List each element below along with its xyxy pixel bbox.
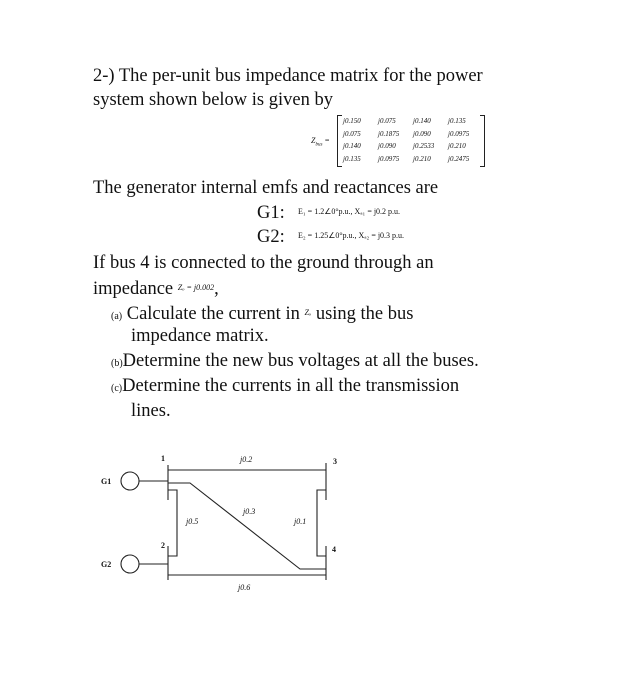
matrix-cell: j0.075: [378, 117, 396, 126]
matrix-cell: j0.1875: [378, 129, 400, 138]
matrix-cell: j0.090: [413, 129, 431, 138]
matrix-cell: j0.075: [343, 129, 361, 138]
item-c-line2: lines.: [131, 401, 171, 421]
line14-impedance: j0.3: [243, 507, 256, 516]
line-3-4: [317, 490, 326, 556]
line34-impedance: j0.1: [294, 517, 307, 526]
matrix-cell: j0.0975: [378, 154, 400, 163]
line-1-4: [168, 483, 326, 569]
matrix-cell: j0.2533: [413, 142, 435, 151]
gen1-label: G1: [101, 477, 112, 486]
emf-intro: The generator internal emfs and reactances are: [93, 178, 439, 198]
fault-line1: If bus 4 is connected to the ground through an: [93, 253, 434, 273]
fault-impedance: Zₒ = j0.002: [177, 283, 215, 292]
matrix-cell: j0.135: [448, 117, 466, 126]
item-b: (b)Determine the new bus voltages at all the buses.: [111, 351, 479, 371]
gen2-label: G2: [101, 560, 112, 569]
matrix-cell: j0.140: [343, 142, 361, 151]
bus1-label: 1: [161, 454, 165, 463]
matrix-cell: j0.150: [343, 117, 361, 126]
bus4-label: 4: [332, 545, 336, 554]
g2-values: E₂ = 1.25∠0°p.u., Xₐ₂ = j0.3 p.u.: [298, 231, 405, 240]
problem-title-line1: 2-) The per-unit bus impedance matrix for the power: [93, 66, 483, 86]
bus3-label: 3: [333, 457, 337, 466]
zbus-label: $Z_{bus}$ =: [311, 136, 330, 148]
matrix-cell: j0.0975: [448, 129, 470, 138]
bus2-label: 2: [161, 541, 165, 550]
line13-impedance: j0.2: [240, 455, 253, 464]
item-a-zf: Zₒ: [304, 308, 312, 317]
problem-title-line2: system shown below is given by: [93, 90, 333, 110]
item-b-tag: (b): [111, 358, 123, 369]
item-a: (a) Calculate the current in $^{Z_o}$ using the bus: [111, 304, 414, 324]
line24-impedance: j0.6: [238, 583, 251, 592]
line-1-2: [168, 490, 177, 556]
line12-impedance: j0.5: [186, 517, 199, 526]
matrix-cell: j0.2475: [448, 154, 470, 163]
g1-symbol: [121, 472, 139, 490]
g2-label: G2:: [257, 227, 285, 247]
item-c: (c)Determine the currents in all the transmission: [111, 376, 460, 396]
matrix-cell: j0.210: [448, 142, 466, 151]
fault-line2: impedance $^{Z_o = j0.002}$,: [93, 279, 219, 299]
item-a-line2: impedance matrix.: [131, 326, 269, 346]
g2-symbol: [121, 555, 139, 573]
matrix-cell: j0.210: [413, 154, 431, 163]
item-c-tag: (c): [111, 383, 123, 394]
g1-label: G1:: [257, 203, 285, 223]
matrix-cell: j0.140: [413, 117, 431, 126]
g1-values: E₁ = 1.2∠0°p.u., Xₐ₁ = j0.2 p.u.: [298, 207, 401, 216]
matrix-cell: j0.090: [378, 142, 396, 151]
matrix-cell: j0.135: [343, 154, 361, 163]
item-a-tag: (a): [111, 311, 123, 322]
